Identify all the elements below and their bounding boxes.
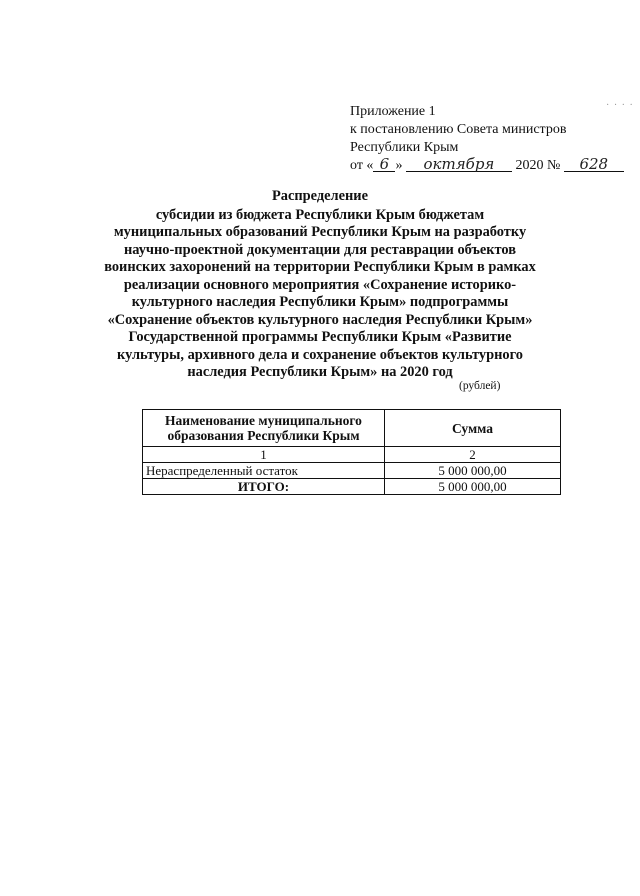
- handwritten-number: 628: [564, 157, 624, 172]
- date-day-close: »: [395, 158, 403, 173]
- date-prefix: от «: [350, 158, 374, 173]
- heading-title: Распределение: [272, 188, 368, 204]
- document-heading: [100, 188, 540, 382]
- handwritten-month: октября: [406, 157, 512, 172]
- table-header-row: [143, 410, 561, 447]
- column-header-name: Наименование муниципального образования Республики Крым: [143, 410, 385, 447]
- column-header-sum: Сумма: [384, 410, 560, 447]
- total-sum-cell: 5 000 000,00: [384, 479, 560, 495]
- total-label-cell: ИТОГО:: [143, 479, 385, 495]
- table-row: [143, 463, 561, 479]
- distribution-table: [142, 409, 561, 495]
- heading-description: субсидии из бюджета Республики Крым бюджетам муниципальных образований Республики Крым на разработку научно-проектной документации для реставрации объектов воинских захоронений на территории Республики Крым в рамках реализации основного мероприятия «Сохранение историко-культурного наследия Республики Крым» подпрограммы «Сохранение объектов культурного наследия Республики Крым» Государственной программы Республики Крым «Развитие культуры, архивного дела и сохранение объектов культурного наследия Республики Крым» на 2020 год: [104, 206, 536, 380]
- column-number-row: [143, 447, 561, 463]
- date-year: 2020 №: [515, 158, 561, 173]
- total-row: [143, 479, 561, 495]
- annex-title: Приложение 1: [350, 104, 436, 119]
- scan-noise: · · · ·: [606, 100, 634, 111]
- annex-authority: Республики Крым: [350, 140, 459, 155]
- annex-reference: к постановлению Совета министров: [350, 122, 567, 137]
- annex-date-line: [350, 157, 610, 175]
- row-name-cell: Нераспределенный остаток: [143, 463, 385, 479]
- column-number-2: 2: [384, 447, 560, 463]
- row-sum-cell: 5 000 000,00: [384, 463, 560, 479]
- units-label: (рублей): [459, 380, 501, 392]
- handwritten-day: 6: [373, 157, 395, 172]
- column-number-1: 1: [143, 447, 385, 463]
- annex-block: [350, 103, 610, 175]
